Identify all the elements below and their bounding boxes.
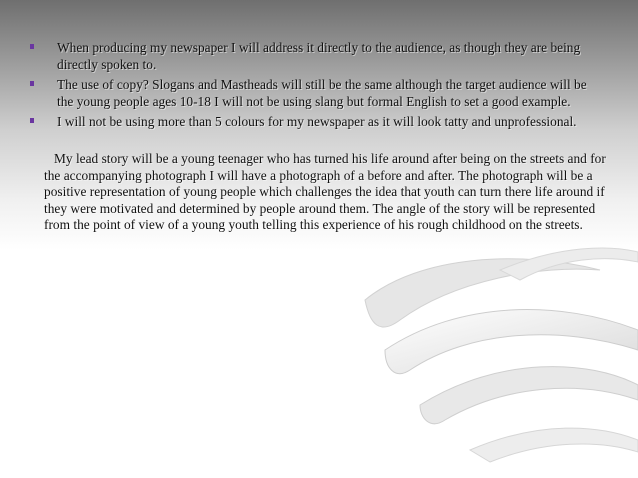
bullet-item bbox=[30, 40, 600, 73]
bullet-list bbox=[30, 40, 600, 135]
lead-story-paragraph: My lead story will be a young teenager who has turned his life around after being on the streets and for the accompanying photograph I will have a photograph of a before and after. The photograph will be a positive representation of young people which challenges the idea that youth can turn there life around if they were motivated and determined by people around them. The angle of the story will be represented from the point of view of a young youth telling this experience of his rough childhood on the streets. bbox=[44, 151, 606, 233]
bullet-marker-icon bbox=[30, 118, 34, 123]
bullet-item bbox=[30, 114, 600, 131]
bullet-item bbox=[30, 77, 600, 110]
bullet-text: I will not be using more than 5 colours for my newspaper as it will look tatty and unprofessional. bbox=[57, 114, 577, 130]
bullet-marker-icon bbox=[30, 81, 34, 86]
bullet-text: When producing my newspaper I will address it directly to the audience, as though they are being directly spoken to. bbox=[57, 40, 581, 72]
bullet-marker-icon bbox=[30, 44, 34, 49]
bullet-text: The use of copy? Slogans and Mastheads will still be the same although the target audience will be the young people ages 10-18 I will not be using slang but formal English to set a good example. bbox=[57, 77, 587, 109]
